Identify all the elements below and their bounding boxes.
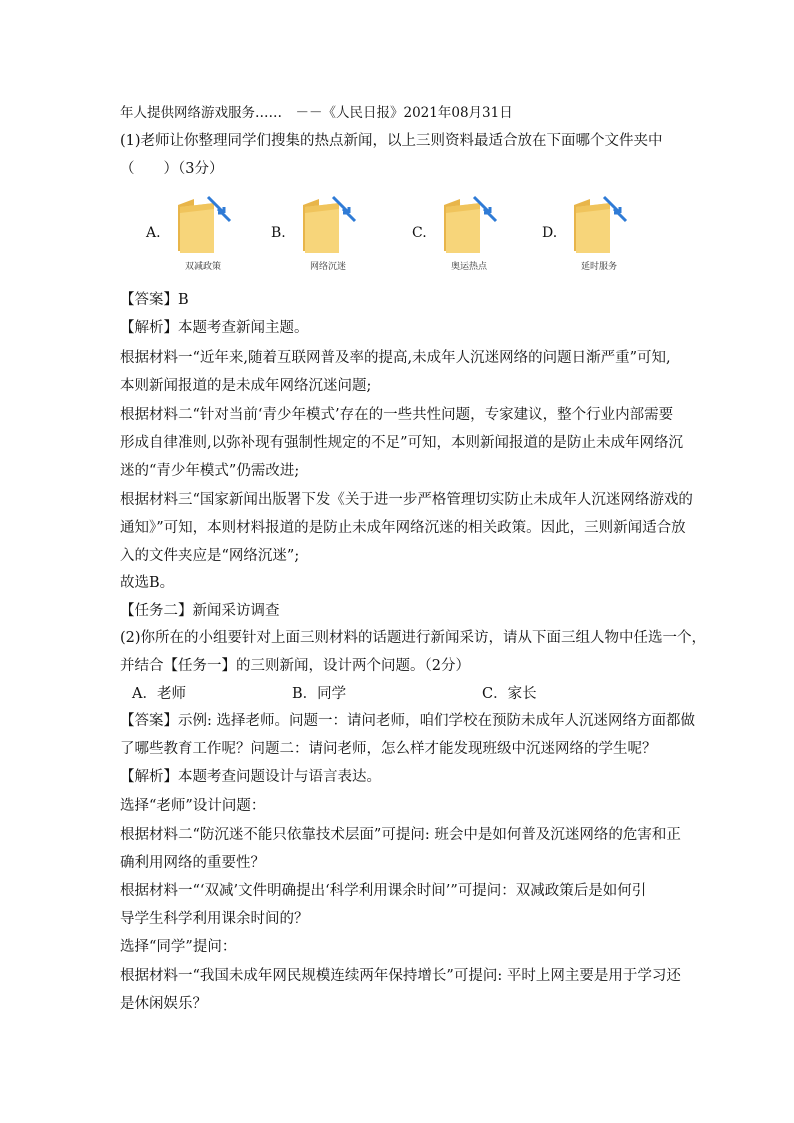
source-line: 年人提供网络游戏服务…… －－《人民日报》2021年08月31日 <box>120 105 513 121</box>
analysis-1-title: 【解析】本题考查新闻主题。 <box>120 320 309 336</box>
question-2-stem: (2)你所在的小组要针对上面三则材料的话题进行新闻采访，请从下面三组人物中任选一个， <box>120 630 707 646</box>
analysis-1-line: 形成自律准则,以弥补现有强制性规定的不足”可知，本则新闻报道的是防止未成年网络沉 <box>120 435 684 451</box>
option-b <box>265 195 385 275</box>
question-1-blank: （ ）（3分） <box>120 161 224 177</box>
analysis-2-line: 根据材料一“‘双减’文件明确提出‘科学利用课余时间’”可提问：双减政策后是如何引 <box>120 883 647 899</box>
folder-caption: 双减政策 <box>184 262 221 272</box>
analysis-2-line: 导学生科学利用课余时间的？ <box>120 911 309 927</box>
analysis-1-line: 故选B。 <box>120 575 175 591</box>
analysis-1-line: 迷的“青少年模式”仍需改进; <box>120 463 300 479</box>
analysis-1-line: 根据材料三“国家新闻出版署下发《关于进一步严格管理切实防止未成年人沉迷网络游戏的 <box>120 492 693 508</box>
question-2-choices <box>120 684 537 704</box>
option-d <box>536 195 656 275</box>
analysis-2-line: 是休闲娱乐？ <box>120 996 207 1012</box>
analysis-1-line: 入的文件夹应是“网络沉迷”; <box>120 548 300 564</box>
choice-a: A．老师 <box>132 686 186 702</box>
folder-caption: 奥运热点 <box>450 262 487 272</box>
folder-icon <box>174 195 232 257</box>
answer-2: 【答案】示例: 选择老师。问题一：请问老师，咱们学校在预防未成年人沉迷网络方面都做 <box>120 713 695 729</box>
option-letter: B. <box>271 225 286 241</box>
option-c <box>406 195 526 275</box>
analysis-1-line: 本则新闻报道的是未成年网络沉迷问题; <box>120 378 372 394</box>
analysis-2-title: 【解析】本题考查问题设计与语言表达。 <box>120 769 381 785</box>
question-1-stem: (1)老师让你整理同学们搜集的热点新闻，以上三则资料最适合放在下面哪个文件夹中 <box>120 133 663 149</box>
option-a <box>140 195 260 275</box>
folder-icon <box>440 195 498 257</box>
folder-options <box>140 195 660 275</box>
option-letter: D. <box>542 225 558 241</box>
analysis-1-line: 通知》”可知，本则材料报道的是防止未成年网络沉迷的相关政策。因此，三则新闻适合放 <box>120 520 686 536</box>
analysis-2-line: 确利用网络的重要性？ <box>120 855 265 871</box>
choice-b: B．同学 <box>292 686 347 702</box>
folder-caption: 延时服务 <box>580 262 617 272</box>
folder-caption: 网络沉迷 <box>309 262 346 272</box>
option-letter: C. <box>412 225 427 241</box>
question-2-stem: 并结合【任务一】的三则新闻，设计两个问题。（2分） <box>120 658 470 674</box>
analysis-2-line: 选择“同学”提问： <box>120 939 237 955</box>
answer-2: 了哪些教育工作呢？问题二：请问老师，怎么样才能发现班级中沉迷网络的学生呢？ <box>120 741 657 757</box>
option-letter: A. <box>146 225 161 241</box>
analysis-2-line: 根据材料一“我国未成年网民规模连续两年保持增长”可提问: 平时上网主要是用于学习还 <box>120 968 681 984</box>
analysis-1-line: 根据材料二“针对当前‘青少年模式’存在的一些共性问题，专家建议，整个行业内部需要 <box>120 407 674 423</box>
folder-icon <box>570 195 628 257</box>
choice-c: C．家长 <box>482 686 537 702</box>
analysis-1-line: 根据材料一“近年来,随着互联网普及率的提高,未成年人沉迷网络的问题日渐严重”可知, <box>120 350 671 366</box>
analysis-2-line: 根据材料二“防沉迷不能只依靠技术层面”可提问: 班会中是如何普及沉迷网络的危害和正 <box>120 827 681 843</box>
analysis-2-line: 选择“老师”设计问题： <box>120 798 266 814</box>
task-2-title: 【任务二】新闻采访调查 <box>120 603 280 619</box>
folder-icon <box>299 195 357 257</box>
answer-1: 【答案】B <box>120 292 189 308</box>
